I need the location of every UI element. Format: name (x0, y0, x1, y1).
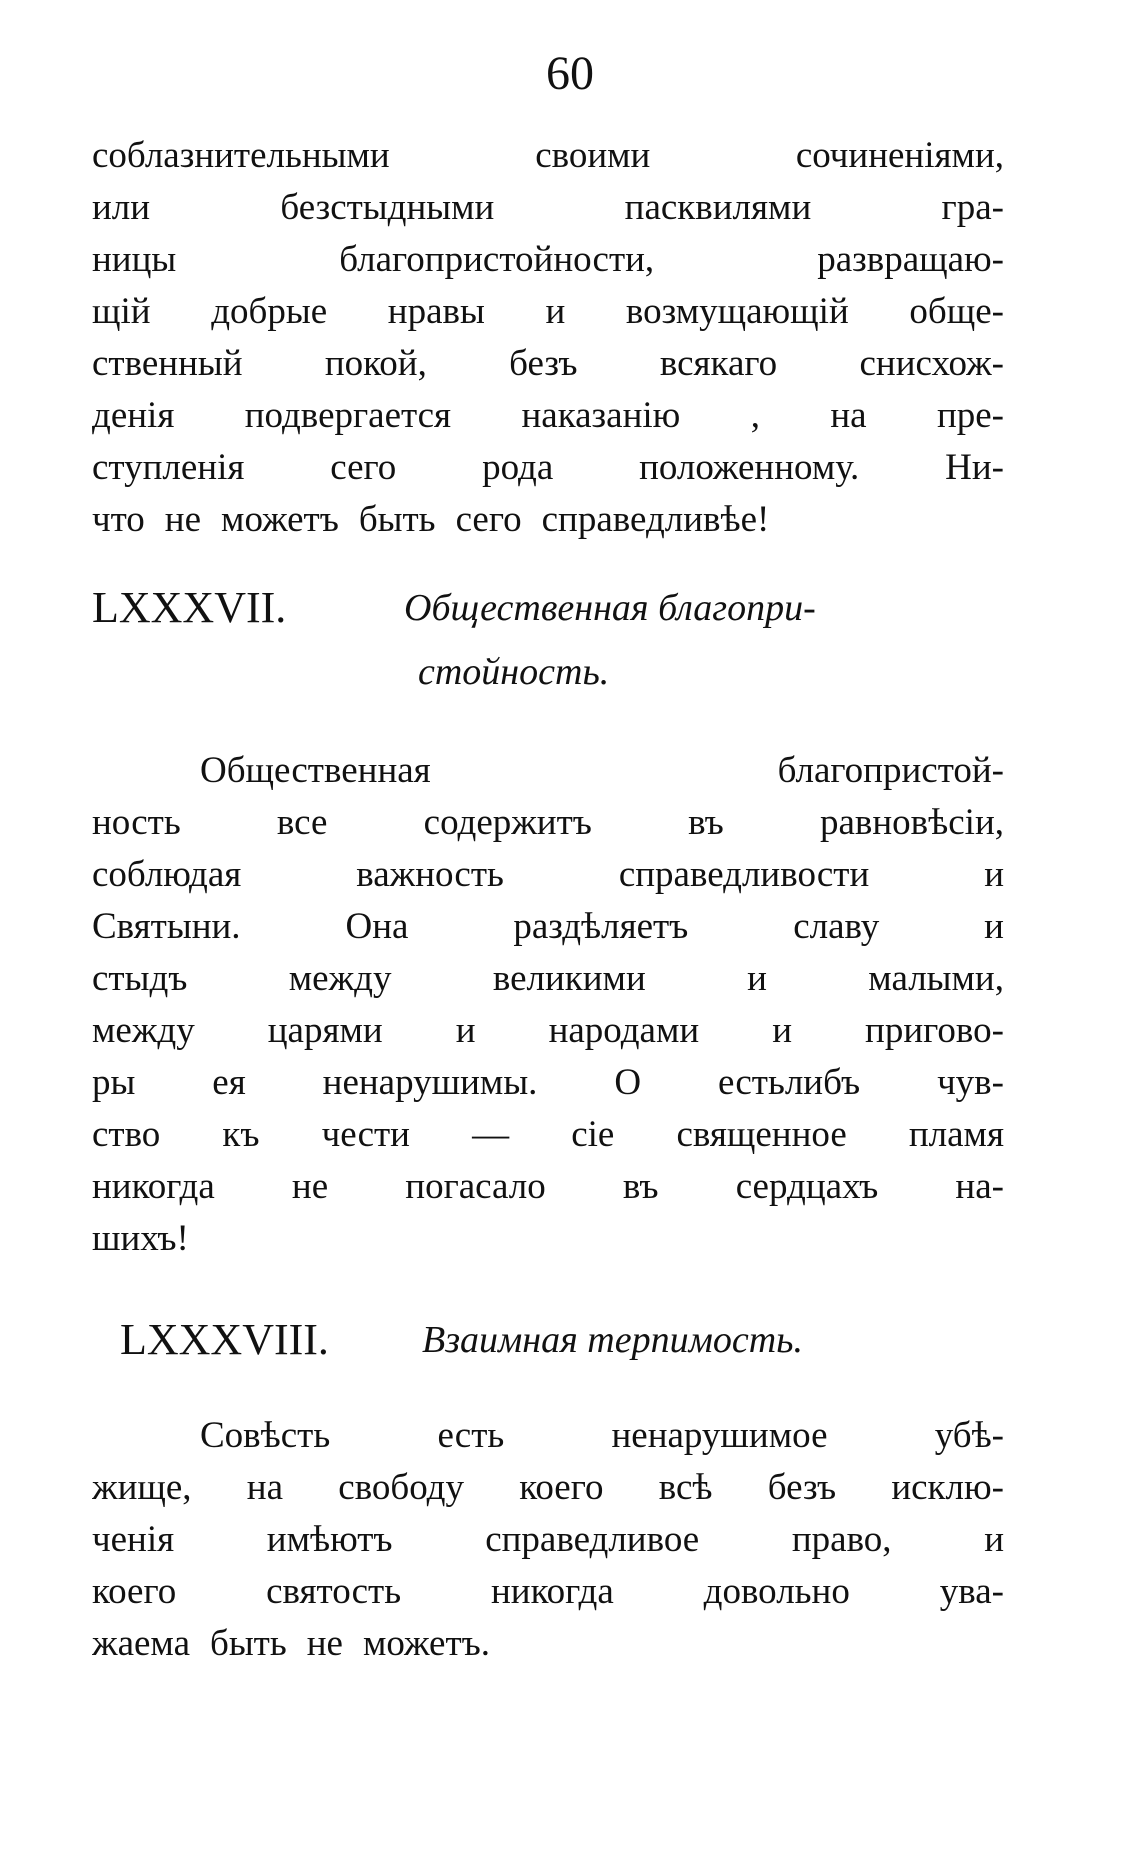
word: и (772, 1010, 793, 1051)
word: можетъ. (362, 1623, 491, 1664)
word: быть (210, 1623, 287, 1664)
word: и (984, 854, 1004, 895)
word: погасало (405, 1166, 546, 1207)
text-line (92, 1213, 1004, 1265)
text-line (92, 234, 1004, 286)
word: на (830, 395, 867, 436)
word: справедливое (485, 1519, 700, 1560)
word: всѣ (658, 1467, 713, 1508)
section-87-title-line-2: стойность. (418, 651, 610, 693)
word: великими (492, 958, 646, 999)
word: или (92, 187, 151, 228)
text-line (92, 1410, 1004, 1462)
text-line (92, 1005, 1004, 1057)
word: сочиненіями, (795, 135, 1004, 176)
word: святость (266, 1571, 402, 1612)
text-line (92, 745, 1004, 797)
word: сердцахъ (735, 1166, 879, 1207)
section-87-title-line-1: Общественная благопри- (404, 587, 816, 629)
word: денія (92, 395, 175, 436)
word: равновѣсіи, (819, 802, 1004, 843)
word: царями (267, 1010, 383, 1051)
word: справедливости (618, 854, 870, 895)
word: Святыни. (92, 906, 241, 947)
word: въ (622, 1166, 659, 1207)
word: наказанію (521, 395, 681, 436)
word: развращаю- (817, 239, 1004, 280)
section-88-number: LXXXVIII. (120, 1315, 329, 1364)
word: ность (92, 802, 181, 843)
word: положенному. (639, 447, 860, 488)
word: Она (345, 906, 409, 947)
word: безъ (509, 343, 578, 384)
word: жаема (92, 1623, 190, 1664)
word: коего (92, 1571, 177, 1612)
paragraph-3 (92, 1410, 1004, 1670)
text-line (92, 1109, 1004, 1161)
text-line (92, 1566, 1004, 1618)
text-line (92, 442, 1004, 494)
text-line (92, 182, 1004, 234)
word: естьлибъ (718, 1062, 861, 1103)
word: пре- (936, 395, 1004, 436)
word: справедливѣе! (541, 499, 770, 540)
word: ры (92, 1062, 136, 1103)
word: содержитъ (423, 802, 592, 843)
paragraph-2 (92, 745, 1004, 1265)
text-line (92, 797, 1004, 849)
paragraph-1 (92, 130, 1004, 546)
word: что (92, 499, 145, 540)
word: сіе (571, 1114, 615, 1155)
word: благопристойности, (339, 239, 655, 280)
word: возмущающій (625, 291, 849, 332)
word: и (545, 291, 566, 332)
text-line (92, 1462, 1004, 1514)
word: ство (92, 1114, 161, 1155)
word: никогда (490, 1571, 614, 1612)
word: есть (437, 1415, 505, 1456)
word: раздѣляетъ (513, 906, 689, 947)
word: не (291, 1166, 329, 1207)
word: пригово- (865, 1010, 1004, 1051)
word: благопристой- (777, 750, 1004, 791)
word: и (984, 1519, 1004, 1560)
text-line (92, 1161, 1004, 1213)
word: въ (688, 802, 724, 843)
word: малыми, (868, 958, 1004, 999)
word: и (984, 906, 1004, 947)
text-line (92, 130, 1004, 182)
word: обще- (909, 291, 1004, 332)
word: стыдъ (92, 958, 188, 999)
word: никогда (92, 1166, 215, 1207)
text-line (92, 953, 1004, 1005)
text-line (92, 901, 1004, 953)
word: ея (212, 1062, 246, 1103)
word: не (164, 499, 202, 540)
word: имѣютъ (266, 1519, 393, 1560)
text-line (92, 494, 1004, 546)
text-line (92, 390, 1004, 442)
word: ступленія (92, 447, 245, 488)
word: и (455, 1010, 476, 1051)
word: пламя (908, 1114, 1004, 1155)
text-line (92, 1618, 1004, 1670)
word: и (747, 958, 767, 999)
word: исклю- (891, 1467, 1004, 1508)
word: ственный (92, 343, 243, 384)
word: своими (535, 135, 651, 176)
word: сего (455, 499, 522, 540)
word: Общественная (200, 750, 431, 791)
word: ува- (939, 1571, 1004, 1612)
word: свободу (338, 1467, 464, 1508)
word: не (306, 1623, 343, 1664)
word: Ни- (945, 447, 1004, 488)
word: соблюдая (92, 854, 242, 895)
word: гра- (941, 187, 1004, 228)
word: , (750, 395, 760, 436)
word: быть (358, 499, 436, 540)
word: право, (791, 1519, 892, 1560)
word: славу (793, 906, 880, 947)
word: безстыдными (280, 187, 495, 228)
word: Совѣсть (200, 1415, 331, 1456)
word: всякаго (659, 343, 778, 384)
word: между (92, 1010, 195, 1051)
word: убѣ- (934, 1415, 1004, 1456)
word: сего (330, 447, 397, 488)
word: — (472, 1114, 510, 1155)
word: народами (548, 1010, 700, 1051)
word: нравы (387, 291, 485, 332)
word: шихъ! (92, 1218, 189, 1259)
text-line (92, 849, 1004, 901)
word: щій (92, 291, 151, 332)
word: довольно (703, 1571, 850, 1612)
text-line (92, 1057, 1004, 1109)
text-line (92, 338, 1004, 390)
word: ненарушимое (611, 1415, 828, 1456)
word: можетъ (221, 499, 339, 540)
word: добрые (211, 291, 328, 332)
section-87-number: LXXXVII. (92, 583, 287, 632)
word: соблазнительными (92, 135, 390, 176)
page-number: 60 (546, 47, 594, 100)
word: чув- (937, 1062, 1004, 1103)
word: ницы (92, 239, 177, 280)
word: коего (519, 1467, 604, 1508)
word: безъ (767, 1467, 837, 1508)
word: пасквилями (624, 187, 812, 228)
word: важность (356, 854, 504, 895)
word: подвергается (244, 395, 452, 436)
word: къ (222, 1114, 260, 1155)
word: ченія (92, 1519, 175, 1560)
word: ненарушимы. (322, 1062, 538, 1103)
word: на- (955, 1166, 1004, 1207)
word: снисхож- (859, 343, 1004, 384)
word: священное (676, 1114, 847, 1155)
section-88-title: Взаимная терпимость. (422, 1319, 803, 1361)
text-line (92, 286, 1004, 338)
word: О (614, 1062, 642, 1103)
word: жище, (92, 1467, 192, 1508)
word: на (246, 1467, 284, 1508)
word: чести (321, 1114, 410, 1155)
word: между (288, 958, 392, 999)
word: покой, (324, 343, 427, 384)
text-line (92, 1514, 1004, 1566)
word: все (276, 802, 328, 843)
word: рода (482, 447, 554, 488)
